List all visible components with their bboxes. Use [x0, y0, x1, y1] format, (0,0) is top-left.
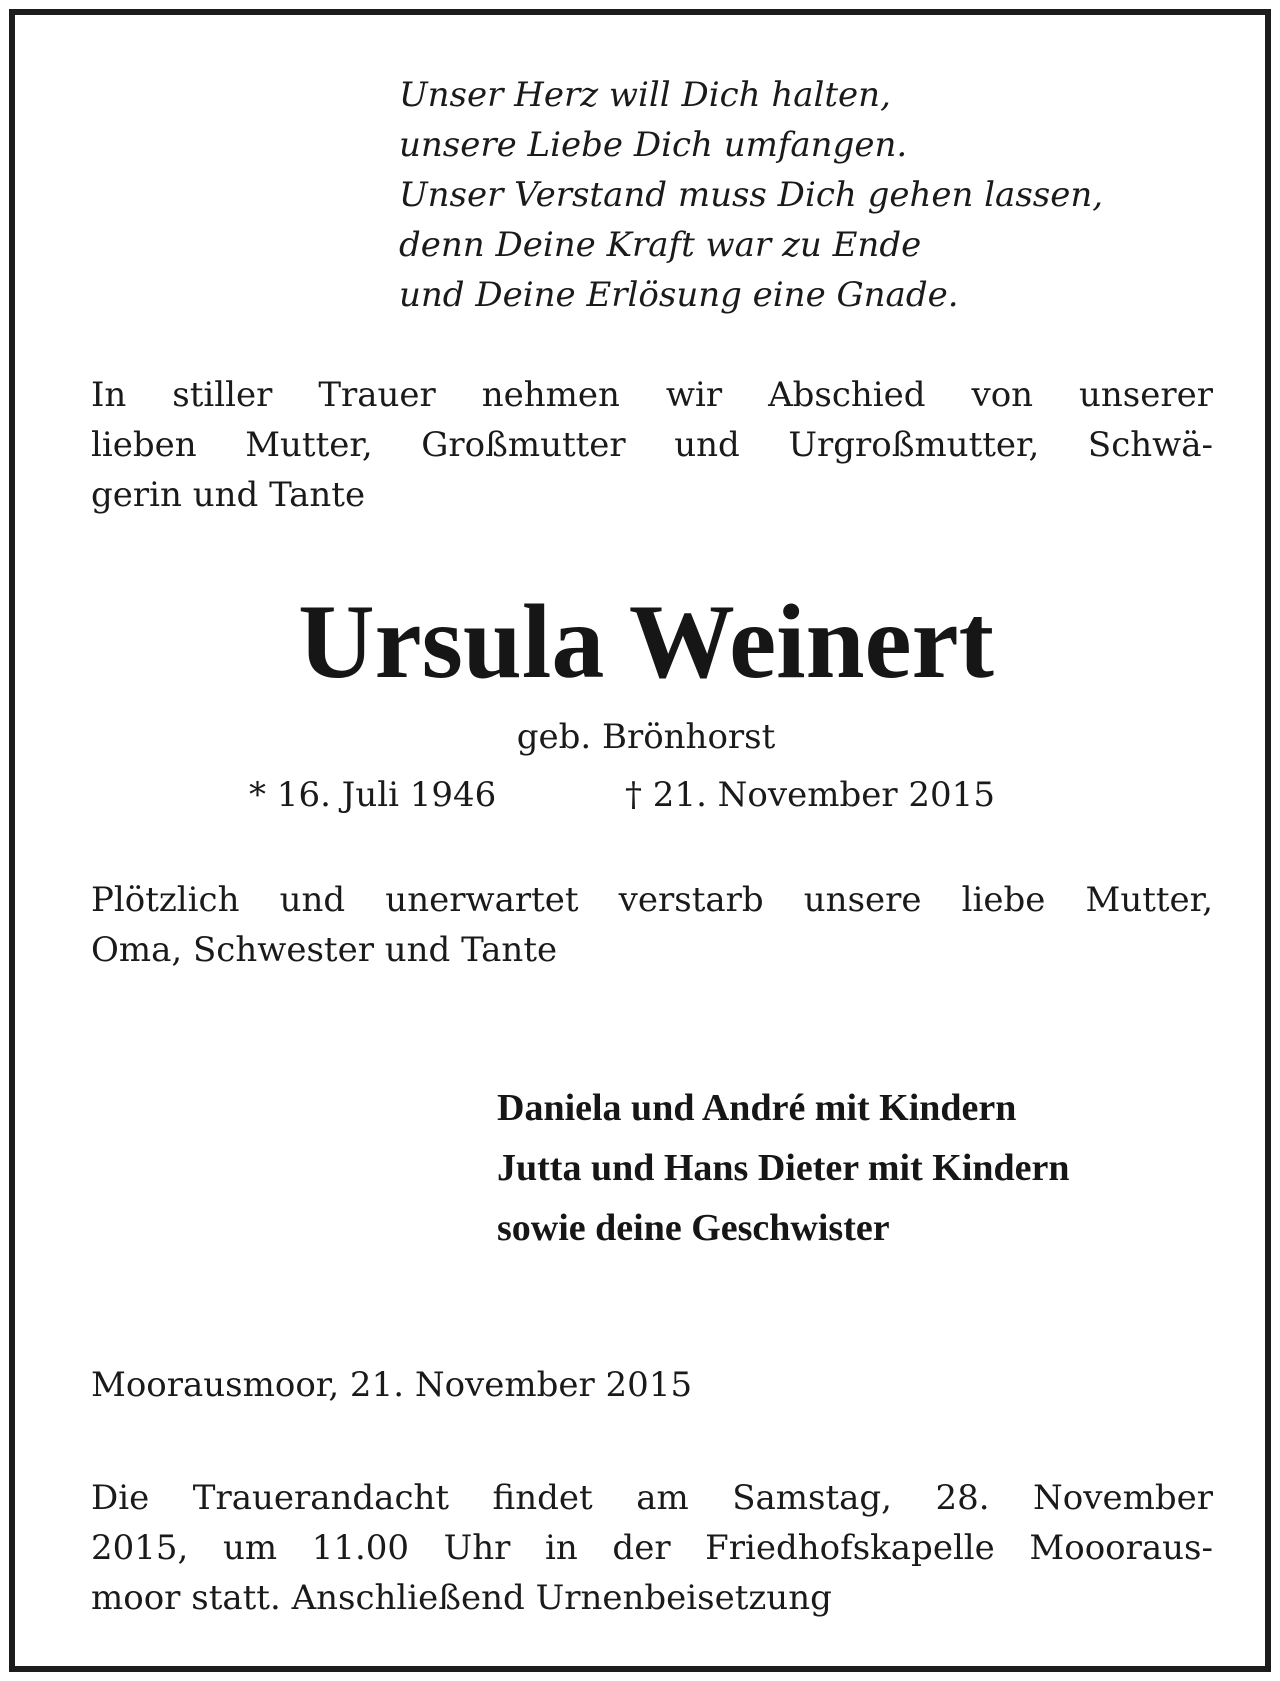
signers	[497, 1078, 1217, 1258]
service-line: Die Trauerandacht findet am Samstag, 28. November	[91, 1478, 1213, 1518]
signer-line: sowie deine Geschwister	[497, 1207, 890, 1249]
poem-line: und Deine Erlösung eine Gnade.	[399, 275, 959, 315]
obituary-frame	[9, 9, 1271, 1672]
poem-line: denn Deine Kraft war zu Ende	[399, 225, 922, 265]
poem	[399, 70, 1229, 320]
poem-line: Unser Herz will Dich halten,	[399, 75, 891, 115]
birth-date: * 16. Juli 1946	[249, 775, 497, 815]
service-line: 2015, um 11.00 Uhr in der Friedhofskapelle Moooraus-	[91, 1528, 1213, 1568]
announcement-paragraph	[91, 875, 1213, 975]
poem-line: Unser Verstand muss Dich gehen lassen,	[399, 175, 1104, 215]
intro-line: lieben Mutter, Großmutter und Urgroßmutter, Schwä-	[91, 425, 1213, 465]
announcement-line: Oma, Schwester und Tante	[91, 930, 558, 970]
maiden-name: geb. Brönhorst	[516, 717, 776, 757]
poem-line: unsere Liebe Dich umfangen.	[399, 125, 908, 165]
place-date: Moorausmoor, 21. November 2015	[91, 1365, 693, 1405]
intro-line: In stiller Trauer nehmen wir Abschied von unserer	[91, 375, 1213, 415]
death-date: † 21. November 2015	[625, 775, 995, 815]
signer-line: Daniela und André mit Kindern	[497, 1087, 1017, 1129]
announcement-line: Plötzlich und unerwartet verstarb unsere liebe Mutter,	[91, 880, 1213, 920]
intro-line: gerin und Tante	[91, 475, 366, 515]
intro-paragraph	[91, 370, 1213, 520]
service-line: moor statt. Anschließend Urnenbeisetzung	[91, 1578, 832, 1618]
deceased-name: Ursula Weinert	[298, 583, 994, 700]
signer-line: Jutta und Hans Dieter mit Kindern	[497, 1147, 1070, 1189]
service-paragraph	[91, 1473, 1213, 1623]
